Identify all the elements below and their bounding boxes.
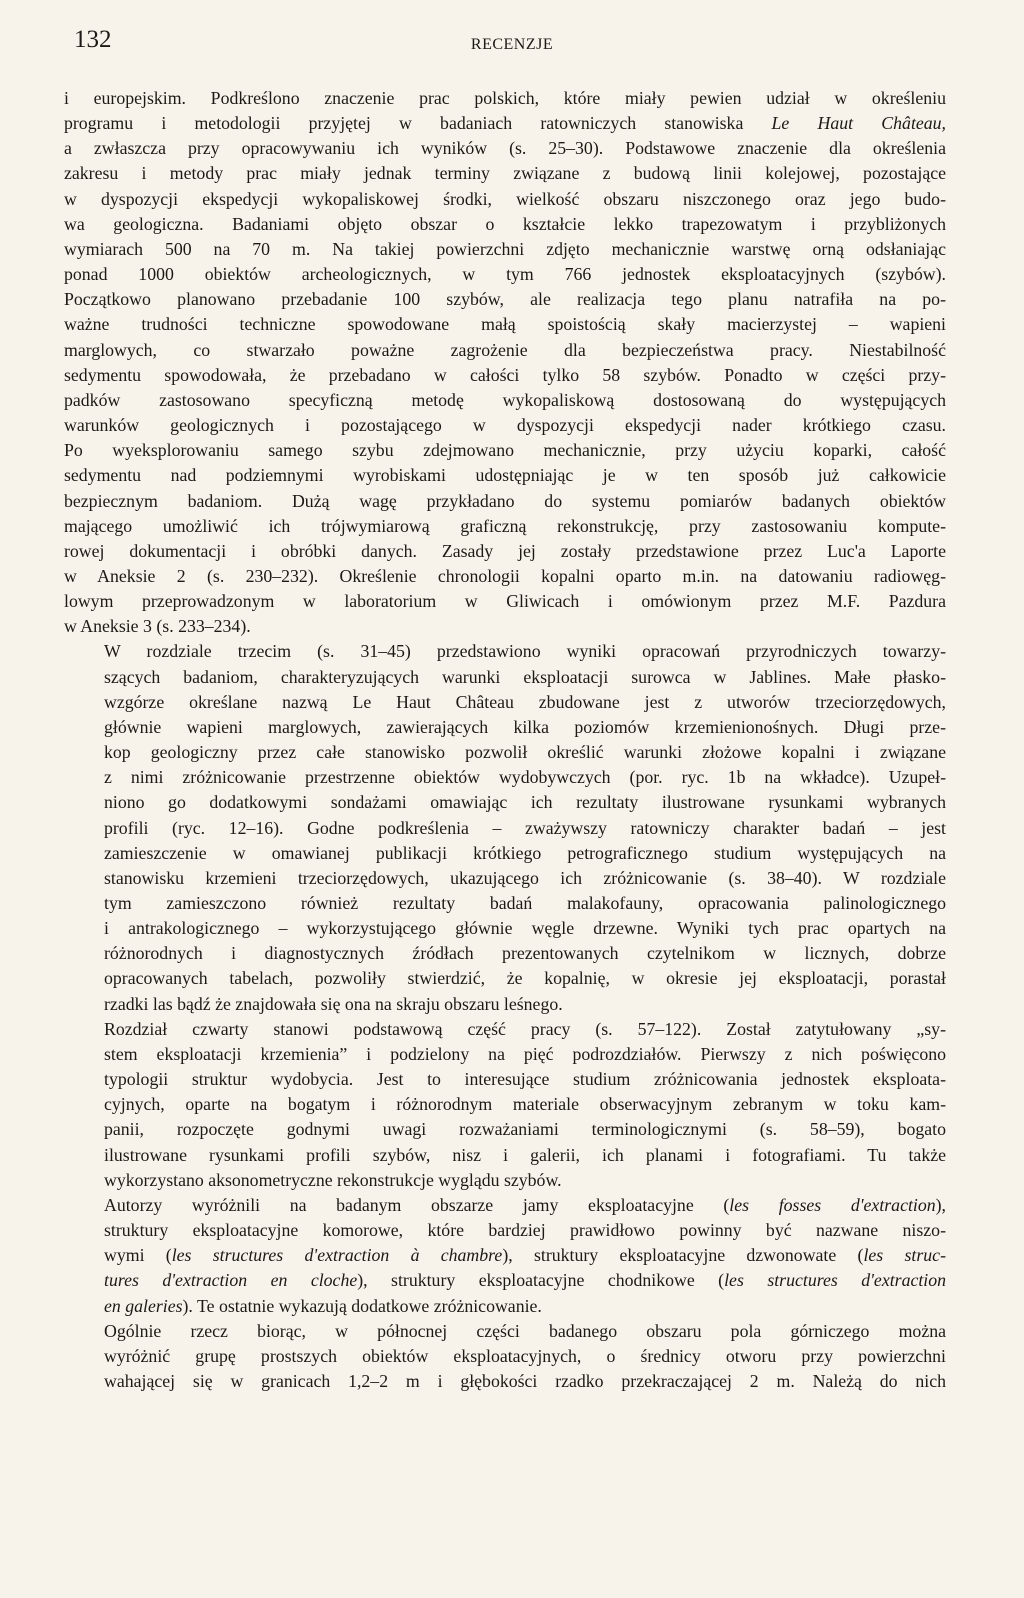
text-run: stanowisku krzemieni trzeciorzędowych, ukazującego ich zróżnicowanie (s. 38–40). W rozdziale <box>104 867 946 888</box>
italic-term: tures d'extraction en cloche <box>104 1270 358 1291</box>
text-run: wykorzystano aksonometryczne rekonstrukcje wyglądu szybów. <box>104 1169 562 1190</box>
italic-term: les structures d'extraction <box>724 1270 947 1291</box>
text-run: wa geologiczna. Badaniami objęto obszar o kształcie lekko trapezowatym i przybliżonych <box>64 213 946 234</box>
text-line <box>64 816 946 841</box>
text-run: stem eksploatacji krzemienia” i podzielony na pięć podrozdziałów. Pierwszy z nich poświęcono <box>104 1043 946 1064</box>
text-line <box>64 589 946 614</box>
text-line <box>64 463 946 488</box>
text-run: rowej dokumentacji i obróbki danych. Zasady jej zostały przedstawione przez Luc'a Laporte <box>64 540 946 561</box>
text-line <box>64 841 946 866</box>
text-line <box>64 1344 946 1369</box>
text-line <box>64 1268 946 1293</box>
text-run: ), <box>935 1194 946 1215</box>
italic-term: les fosses d'extraction <box>729 1194 936 1215</box>
text-run: warunków geologicznych i pozostającego w dyspozycji ekspedycji nader krótkiego czasu. <box>64 415 946 436</box>
text-run: Rozdział czwarty stanowi podstawową część pracy (s. 57–122). Został zatytułowany „sy- <box>104 1018 946 1039</box>
page-header <box>74 26 950 66</box>
text-run: ilustrowane rysunkami profili szybów, nisz i galerii, ich planami i fotografiami. Tu także <box>104 1144 946 1165</box>
text-line <box>64 514 946 539</box>
text-run: niono go dodatkowymi sondażami omawiając ich rezultaty ilustrowane rysunkami wybranych <box>104 792 946 813</box>
text-line <box>64 715 946 740</box>
text-run: w dyspozycji ekspedycji wykopaliskowej środki, wielkość obszaru niszczonego oraz jego budo- <box>64 188 946 209</box>
text-run: w Aneksie 2 (s. 230–232). Określenie chronologii kopalni oparto m.in. na datowaniu radiowęg- <box>64 565 946 586</box>
text-line <box>64 690 946 715</box>
text-run: cyjnych, oparte na bogatym i różnorodnym materiale obserwacyjnym zebranym w toku kam- <box>104 1094 946 1115</box>
text-line <box>64 1067 946 1092</box>
text-run: lowym przeprowadzonym w laboratorium w Gliwicach i omówionym przez M.F. Pazdura <box>64 591 946 612</box>
text-line <box>64 111 946 136</box>
text-run: sedymentu nad podziemnymi wyrobiskami udostępniając je w ten sposób już całkowicie <box>64 465 946 486</box>
text-run: mającego umożliwić ich trójwymiarową graficzną rekonstrukcję, przy zastosowaniu kompute- <box>64 515 946 536</box>
text-line <box>64 489 946 514</box>
text-line <box>64 312 946 337</box>
italic-term: les struc- <box>863 1245 946 1266</box>
text-line <box>64 237 946 262</box>
text-run: opracowanych tabelach, pozwoliły stwierdzić, że kopalnię, w okresie jej eksploatacji, porastał <box>104 968 946 989</box>
text-line <box>64 363 946 388</box>
text-line <box>64 665 946 690</box>
review-body-text <box>64 86 946 1394</box>
text-line <box>64 1092 946 1117</box>
text-line <box>64 413 946 438</box>
text-line <box>64 1143 946 1168</box>
italic-term: les structures d'extraction à chambre <box>171 1245 503 1266</box>
text-run: typologii struktur wydobycia. Jest to interesujące studium zróżnicowania jednostek eksploata- <box>104 1069 946 1090</box>
text-line <box>64 1218 946 1243</box>
text-run: ). Te ostatnie wykazują dodatkowe zróżnicowanie. <box>182 1295 542 1316</box>
text-run: a zwłaszcza przy opracowywaniu ich wyników (s. 25–30). Podstawowe znaczenie dla określenia <box>64 138 946 159</box>
text-run: i antrakologicznego – wykorzystującego głównie węgle drzewne. Wyniki tych prac opartych na <box>104 918 946 939</box>
text-run: wahającej się w granicach 1,2–2 m i głębokości rzadko przekraczającej 2 m. Należą do nich <box>104 1370 946 1391</box>
text-line <box>64 1243 946 1268</box>
text-run: wyróżnić grupę prostszych obiektów eksploatacyjnych, o średnicy otworu przy powierzchni <box>104 1345 946 1366</box>
text-run: wymiarach 500 na 70 m. Na takiej powierzchni zdjęto mechanicznie warstwę orną odsłaniając <box>64 238 946 259</box>
text-line <box>64 1193 946 1218</box>
text-line <box>64 262 946 287</box>
text-run: padków zastosowano specyficzną metodę wykopaliskową dostosowaną do występujących <box>64 389 946 410</box>
text-run: kop geologiczny przez całe stanowisko pozwolił określić warunki złożowe kopalni i związane <box>104 742 946 763</box>
text-run: ), struktury eksploatacyjne dzwonowate ( <box>502 1245 864 1266</box>
text-line <box>64 941 946 966</box>
text-line <box>64 1117 946 1142</box>
italic-term: Le Haut Château, <box>771 113 946 134</box>
text-run: Po wyeksplorowaniu samego szybu zdejmowano mechanicznie, przy użyciu koparki, całość <box>64 440 946 461</box>
text-line <box>64 564 946 589</box>
text-run: Autorzy wyróżnili na badanym obszarze jamy eksploatacyjne ( <box>104 1194 730 1215</box>
text-run: ponad 1000 obiektów archeologicznych, w tym 766 jednostek eksploatacyjnych (szybów). <box>64 264 946 285</box>
text-line <box>64 438 946 463</box>
text-line <box>64 916 946 941</box>
text-line <box>64 86 946 111</box>
text-line <box>64 1319 946 1344</box>
text-line <box>64 740 946 765</box>
text-run: ważne trudności techniczne spowodowane małą spoistością skały macierzystej – wapieni <box>64 314 946 335</box>
text-line <box>64 1042 946 1067</box>
text-run: panii, rozpoczęte godnymi uwagi rozważaniami terminologicznymi (s. 58–59), bogato <box>104 1119 946 1140</box>
text-line <box>64 639 946 664</box>
text-run: bezpiecznym badaniom. Dużą wagę przykładano do systemu pomiarów badanych obiektów <box>64 490 946 511</box>
text-run: zakresu i metody prac miały jednak terminy związane z budową linii kolejowej, pozostające <box>64 163 946 184</box>
text-line <box>64 765 946 790</box>
text-line <box>64 1017 946 1042</box>
text-line <box>64 614 946 639</box>
page-number: 132 <box>74 26 112 53</box>
text-run: Początkowo planowano przebadanie 100 szybów, ale realizacja tego planu natrafiła na po- <box>64 289 946 310</box>
text-run: W rozdziale trzecim (s. 31–45) przedstawiono wyniki opracowań przyrodniczych towarzy- <box>104 641 946 662</box>
text-run: i europejskim. Podkreślono znaczenie prac polskich, które miały pewien udział w określeniu <box>64 88 946 108</box>
text-line <box>64 866 946 891</box>
text-line <box>64 966 946 991</box>
italic-term: en galeries <box>104 1295 183 1316</box>
text-line <box>64 1294 946 1319</box>
text-line <box>64 136 946 161</box>
paragraph <box>64 1319 946 1394</box>
text-run: programu i metodologii przyjętej w badaniach ratowniczych stanowiska <box>64 113 772 134</box>
text-run: marglowych, co stwarzało poważne zagrożenie dla bezpieczeństwa pracy. Niestabilność <box>64 339 946 360</box>
text-line <box>64 187 946 212</box>
text-line <box>64 891 946 916</box>
text-run: różnorodnych i diagnostycznych źródłach prezentowanych czytelnikom w licznych, dobrze <box>104 943 946 964</box>
paragraph <box>64 86 946 639</box>
text-run: rzadki las bądź że znajdowała się ona na skraju obszaru leśnego. <box>104 993 563 1014</box>
paragraph <box>64 1193 946 1319</box>
text-run: w Aneksie 3 (s. 233–234). <box>64 616 251 637</box>
text-line <box>64 790 946 815</box>
text-run: wzgórze określane nazwą Le Haut Château zbudowane jest z utworów trzeciorzędowych, <box>104 691 946 712</box>
text-run: z nimi zróżnicowanie przestrzenne obiektów wydobywczych (por. ryc. 1b na wkładce). Uzupeł- <box>104 767 946 788</box>
text-run: struktury eksploatacyjne komorowe, które bardziej prawidłowo powinny być nazwane niszo- <box>104 1220 946 1241</box>
text-run: głównie wapieni marglowych, zawierających kilka poziomów krzemienionośnych. Długi prze- <box>104 716 946 737</box>
text-line <box>64 1369 946 1394</box>
text-line <box>64 388 946 413</box>
text-line <box>64 287 946 312</box>
paragraph <box>64 639 946 1016</box>
text-line <box>64 161 946 186</box>
text-line <box>64 212 946 237</box>
text-run: Ogólnie rzecz biorąc, w północnej części badanego obszaru pola górniczego można <box>104 1320 946 1341</box>
text-line <box>64 992 946 1017</box>
text-line <box>64 1168 946 1193</box>
text-run: tym zamieszczono również rezultaty badań malakofauny, opracowania palinologicznego <box>104 893 946 913</box>
paragraph <box>64 1017 946 1193</box>
text-run: wymi ( <box>104 1245 172 1266</box>
text-line <box>64 338 946 363</box>
text-run: profili (ryc. 12–16). Godne podkreślenia – zważywszy ratowniczy charakter badań – jest <box>104 817 946 838</box>
text-run: sedymentu spowodowała, że przebadano w całości tylko 58 szybów. Ponadto w części przy- <box>64 364 946 385</box>
text-run: zamieszczenie w omawianej publikacji krótkiego petrograficznego studium występujących na <box>104 842 946 863</box>
running-head: RECENZJE <box>470 36 554 53</box>
text-line <box>64 539 946 564</box>
text-run: szących badaniom, charakteryzujących warunki eksploatacji surowca w Jablines. Małe płasko- <box>104 666 946 687</box>
text-run: ), struktury eksploatacyjne chodnikowe ( <box>357 1270 725 1291</box>
